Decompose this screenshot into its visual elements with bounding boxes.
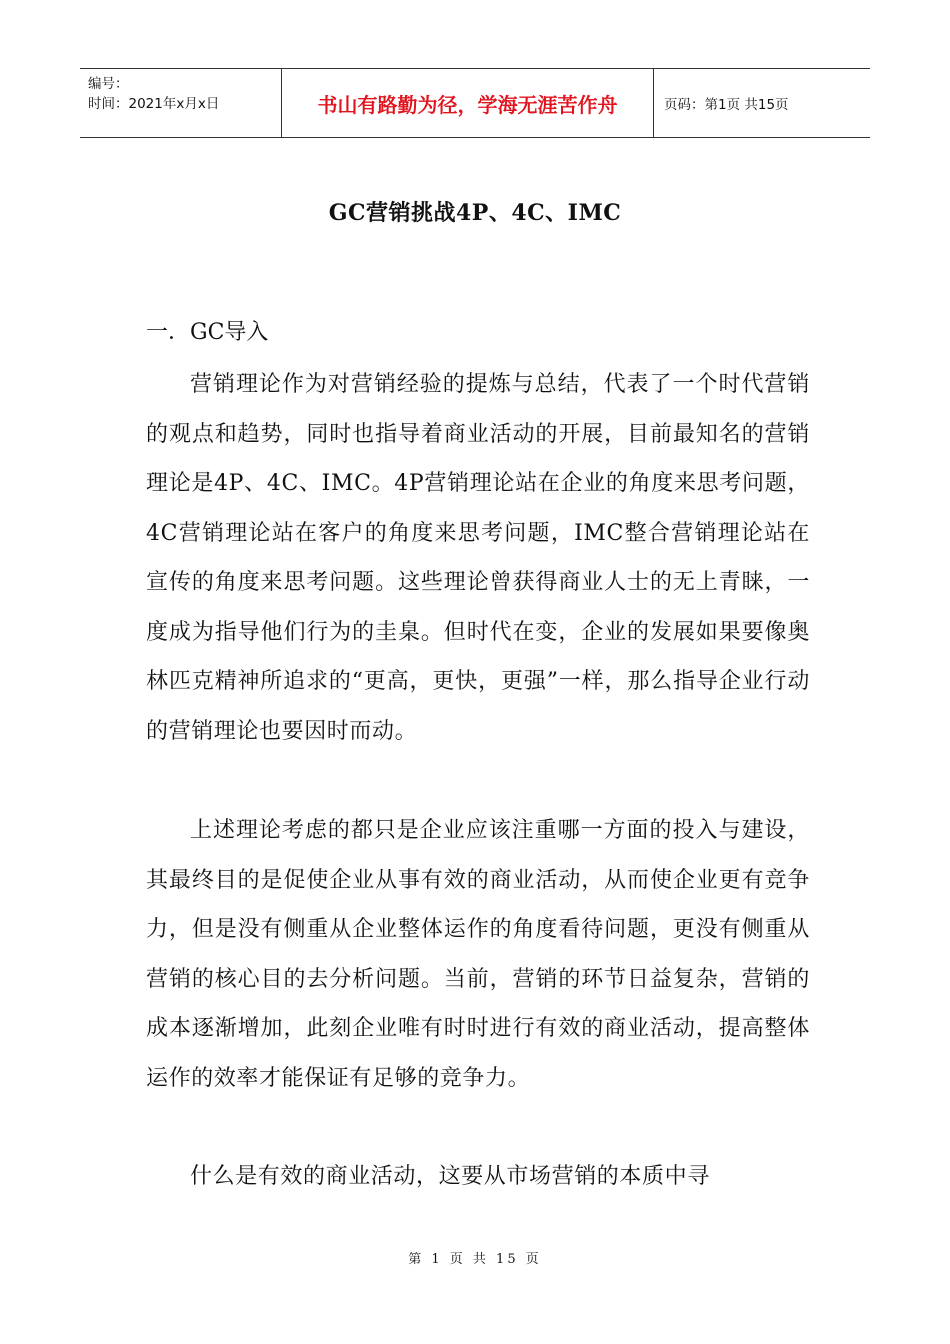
header-meta-cell [80,69,282,137]
document-number-label: 编号： [88,76,129,92]
body-paragraph-3: 什么是有效的商业活动，这要从市场营销的本质中寻 [190,1164,710,1189]
document-header [80,68,870,138]
body-paragraph-1: 营销理论作为对营销经验的提炼与总结，代表了一个时代营销的观点和趋势，同时也指导着商业活动的开展，目前最知名的营销理论是4P、4C、IMC。4P营销理论站在企业的角度来思考问题，4C营销理论站在客户的角度来思考问题，IMC整合营销理论站在宣传的角度来思考问题。这些理论曾获得商业人士的无上青睐，一度成为指导他们行为的圭臬。但时代在变，企业的发展如果要像奥林匹克精神所追求的“更高，更快，更强”一样，那么指导企业行动的营销理论也要因时而动。 [146,372,810,744]
page-footer: 第 1 页 共 15 页 [408,1252,542,1267]
body-paragraph-2: 上述理论考虑的都只是企业应该注重哪一方面的投入与建设，其最终目的是促使企业从事有效的商业活动，从而使企业更有竞争力，但是没有侧重从企业整体运作的角度看待问题，更没有侧重从营销的核心目的去分析问题。当前，营销的环节日益复杂，营销的成本逐渐增加，此刻企业唯有时时进行有效的商业活动，提高整体运作的效率才能保证有足够的竞争力。 [146,818,810,1091]
section-heading: 一．GC导入 [146,320,269,345]
header-motto: 书山有路勤为径，学海无涯苦作舟 [282,69,654,137]
header-page-info: 页码：第1页 共15页 [664,97,789,113]
document-title: GC营销挑战4P、4C、IMC [328,200,622,226]
document-time-label: 时间：2021年x月x日 [88,96,220,112]
